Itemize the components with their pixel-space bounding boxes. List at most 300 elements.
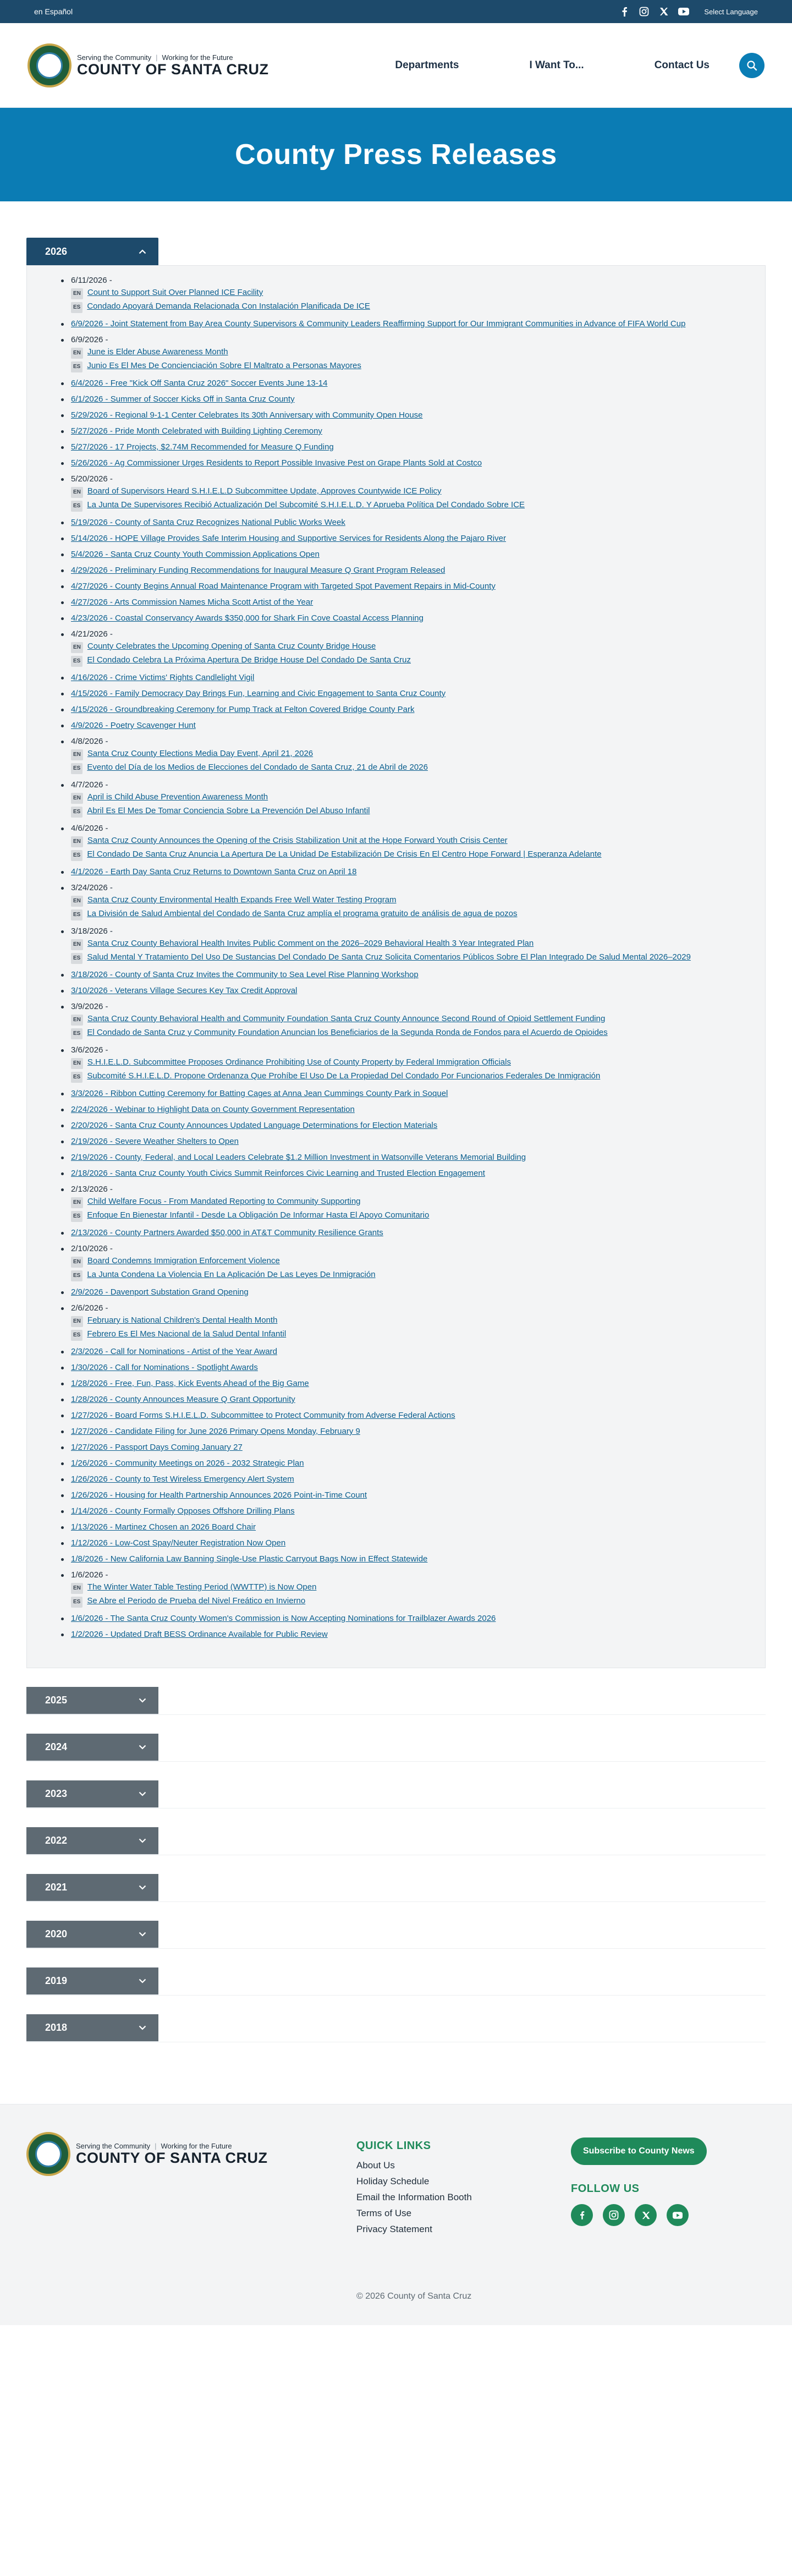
year-toggle-2019[interactable] (26, 1967, 158, 1995)
year-label: 2025 (45, 1695, 68, 1706)
press-release-date: 1/6/2026 - (71, 1570, 108, 1580)
press-release-date: 4/8/2026 - (71, 737, 108, 746)
press-release-en-row (71, 792, 744, 804)
year-row (26, 1855, 766, 1902)
press-release-item (61, 1363, 744, 1373)
footer-social (571, 2204, 707, 2226)
year-label: 2021 (45, 1882, 68, 1893)
press-release-date: 2/6/2026 - (71, 1303, 108, 1313)
language-badge-en: EN (71, 1058, 83, 1069)
press-release-link[interactable]: 5/19/2026 - County of Santa Cruz Recognizes National Public Works Week (71, 518, 345, 527)
quick-links (356, 2140, 472, 2240)
press-release-item (61, 458, 744, 468)
footer-link-privacy-statement[interactable]: Privacy Statement (356, 2224, 432, 2234)
year-label: 2018 (45, 2022, 68, 2033)
press-release-link-en[interactable]: Board Condemns Immigration Enforcement Violence (87, 1256, 280, 1265)
press-release-en-row (71, 642, 744, 653)
press-release-link[interactable]: 3/3/2026 - Ribbon Cutting Ceremony for Batting Cages at Anna Jean Cummings County Park in Soquel (71, 1089, 448, 1098)
press-release-item (61, 426, 744, 436)
press-release-link[interactable]: 3/10/2026 - Veterans Village Secures Key Tax Credit Approval (71, 986, 298, 995)
county-seal-icon (26, 2132, 70, 2176)
press-release-link-en[interactable]: The Winter Water Table Testing Period (WWTTP) is Now Open (87, 1582, 317, 1592)
press-release-item (61, 319, 744, 329)
language-badge-en: EN (71, 939, 83, 950)
chevron-down-icon (139, 1885, 146, 1890)
language-badge-es: ES (71, 1330, 82, 1341)
press-release-link[interactable]: 1/28/2026 - Free, Fun, Pass, Kick Events Ahead of the Big Game (71, 1379, 309, 1388)
press-release-item (61, 1045, 744, 1083)
press-release-link[interactable]: 1/26/2026 - County to Test Wireless Emergency Alert System (71, 1475, 294, 1484)
press-release-link[interactable]: 1/13/2026 - Martinez Chosen an 2026 Board Chair (71, 1522, 256, 1532)
press-release-link-en[interactable]: Santa Cruz County Announces the Opening of the Crisis Stabilization Unit at the Hope Forward Youth Crisis Center (87, 836, 508, 845)
year-label: 2019 (45, 1975, 68, 1986)
press-release-item (61, 1459, 744, 1468)
press-release-en-row (71, 836, 744, 847)
press-release-es-row (71, 1596, 744, 1608)
press-release-item (61, 824, 744, 861)
press-release-link[interactable]: 6/1/2026 - Summer of Soccer Kicks Off in Santa Cruz County (71, 394, 295, 404)
press-release-link[interactable]: 6/9/2026 - Joint Statement from Bay Area County Supervisors & Community Leaders Reaffirming Support for Our Immigrant Communities in Advance of FIFA World Cup (71, 319, 686, 328)
footer-link-holiday-schedule[interactable]: Holiday Schedule (356, 2176, 430, 2186)
press-release-link-en[interactable]: Santa Cruz County Behavioral Health Invites Public Comment on the 2026–2029 Behavioral Health 3 Year Integrated Plan (87, 939, 534, 948)
nav-i-want-to[interactable]: I Want To... (529, 59, 584, 71)
press-release-link[interactable]: 2/19/2026 - Severe Weather Shelters to Open (71, 1137, 239, 1146)
year-row (26, 1808, 766, 1855)
press-release-date: 3/18/2026 - (71, 927, 113, 936)
press-release-link[interactable]: 4/27/2026 - Arts Commission Names Micha Scott Artist of the Year (71, 598, 314, 607)
press-release-link-en[interactable]: April is Child Abuse Prevention Awareness Month (87, 792, 268, 802)
tagline-left: Serving the Community (77, 53, 152, 62)
press-release-link-en[interactable]: June is Elder Abuse Awareness Month (87, 347, 228, 357)
press-release-item (61, 1538, 744, 1548)
language-badge-en: EN (71, 348, 83, 359)
press-release-link[interactable]: 5/4/2026 - Santa Cruz County Youth Commission Applications Open (71, 550, 320, 559)
press-release-link[interactable]: 4/15/2026 - Family Democracy Day Brings Fun, Learning and Civic Engagement to Santa Cruz County (71, 689, 446, 698)
site-footer (0, 2104, 792, 2325)
press-release-item (61, 1411, 744, 1421)
language-badge-es: ES (71, 1270, 82, 1281)
page-title: County Press Releases (235, 139, 557, 171)
press-release-item (61, 737, 744, 774)
press-release-en-row (71, 1014, 744, 1026)
language-badge-en: EN (71, 1316, 83, 1327)
press-release-item (61, 1570, 744, 1608)
press-release-item (61, 534, 744, 544)
press-release-item (61, 1614, 744, 1624)
press-release-link-en[interactable]: Santa Cruz County Elections Media Day Event, April 21, 2026 (87, 749, 314, 758)
x-twitter-icon[interactable] (658, 6, 670, 18)
logo-text (76, 2142, 268, 2166)
press-release-link[interactable]: 4/29/2026 - Preliminary Funding Recommendations for Inaugural Measure Q Grant Program Released (71, 566, 446, 575)
language-badge-es: ES (71, 361, 82, 372)
press-release-item (61, 1490, 744, 1500)
press-release-en-row (71, 1316, 744, 1327)
press-release-item (61, 1303, 744, 1341)
press-release-item (61, 867, 744, 877)
footer-right (571, 2137, 707, 2226)
press-release-link-es[interactable]: Febrero Es El Mes Nacional de la Salud Dental Infantil (87, 1329, 287, 1339)
press-release-date: 3/6/2026 - (71, 1045, 108, 1055)
press-release-link[interactable]: 1/8/2026 - New California Law Banning Single-Use Plastic Carryout Bags Now in Effect Statewide (71, 1554, 428, 1564)
language-badge-es: ES (71, 1597, 82, 1608)
press-release-link[interactable]: 5/26/2026 - Ag Commissioner Urges Residents to Report Possible Invasive Pest on Grape Plants Sold at Costco (71, 458, 482, 468)
year-toggle-2026[interactable] (26, 238, 158, 265)
press-release-link[interactable]: 1/27/2026 - Candidate Filing for June 2026 Primary Opens Monday, February 9 (71, 1427, 360, 1436)
language-badge-es: ES (71, 1211, 82, 1222)
language-badge-es: ES (71, 763, 82, 774)
press-release-item (61, 1554, 744, 1564)
year-row (26, 1715, 766, 1762)
press-release-date: 2/13/2026 - (71, 1185, 113, 1194)
press-release-link-es[interactable]: La Junta Condena La Violencia En La Aplicación De Las Leyes De Inmigración (87, 1270, 376, 1279)
press-release-item (61, 1427, 744, 1437)
press-release-item (61, 1395, 744, 1405)
press-release-date: 4/21/2026 - (71, 629, 113, 639)
press-release-link[interactable]: 1/27/2026 - Passport Days Coming January 27 (71, 1443, 243, 1452)
year-panel-2026 (26, 265, 766, 1668)
language-badge-es: ES (71, 807, 82, 818)
press-release-link[interactable]: 2/3/2026 - Call for Nominations - Artist of the Year Award (71, 1347, 277, 1356)
press-release-item (61, 927, 744, 964)
press-release-link-en[interactable]: Board of Supervisors Heard S.H.I.E.L.D Subcommittee Update, Approves Countywide ICE Policy (87, 486, 442, 496)
x-twitter-icon[interactable] (635, 2204, 657, 2226)
logo-tagline (76, 2142, 268, 2150)
press-release-item (61, 410, 744, 420)
press-release-link[interactable]: 2/9/2026 - Davenport Substation Grand Opening (71, 1287, 249, 1297)
press-release-item (61, 1089, 744, 1099)
press-release-link[interactable]: 1/28/2026 - County Announces Measure Q Grant Opportunity (71, 1395, 295, 1404)
quick-links-heading: QUICK LINKS (356, 2140, 431, 2152)
year-label: 2024 (45, 1741, 68, 1752)
press-release-link[interactable]: 2/20/2026 - Santa Cruz County Announces Updated Language Determinations for Election Materials (71, 1121, 438, 1130)
press-release-link-en[interactable]: February is National Children's Dental Health Month (87, 1316, 278, 1325)
year-label: 2026 (45, 245, 68, 257)
language-badge-en: EN (71, 793, 83, 804)
press-release-item (61, 613, 744, 623)
year-toggle-2024[interactable] (26, 1734, 158, 1761)
press-release-item (61, 518, 744, 528)
press-release-es-row (71, 361, 744, 372)
press-release-es-row (71, 952, 744, 964)
press-release-item (61, 1443, 744, 1453)
press-release-item (61, 721, 744, 731)
instagram-icon[interactable] (603, 2204, 625, 2226)
language-badge-es: ES (71, 909, 82, 920)
press-release-es-row (71, 909, 744, 920)
press-release-link-en[interactable]: Santa Cruz County Behavioral Health and Community Foundation Santa Cruz County Announce Second Round of Opioid Settlement Funding (87, 1014, 606, 1023)
press-release-link-en[interactable]: County Celebrates the Upcoming Opening of Santa Cruz County Bridge House (87, 642, 376, 651)
press-release-item (61, 1169, 744, 1179)
press-release-es-row (71, 1329, 744, 1341)
utility-right (618, 6, 758, 18)
logo-text (77, 53, 269, 77)
press-release-es-row (71, 849, 744, 861)
press-release-item (61, 1475, 744, 1484)
press-release-item (61, 1137, 744, 1147)
footer-logo[interactable] (26, 2132, 268, 2176)
press-release-item (61, 883, 744, 920)
press-release-item (61, 986, 744, 996)
language-badge-es: ES (71, 1072, 82, 1083)
press-release-es-row (71, 806, 744, 818)
press-release-link-es[interactable]: La Junta De Supervisores Recibió Actualización Del Subcomité S.H.I.E.L.D. Y Aprueba Política Del Condado Sobre ICE (87, 500, 525, 509)
press-release-link[interactable]: 3/18/2026 - County of Santa Cruz Invites the Community to Sea Level Rise Planning Workshop (71, 970, 419, 979)
press-release-item (61, 550, 744, 560)
press-release-item (61, 1121, 744, 1131)
language-badge-en: EN (71, 1197, 83, 1208)
press-release-link-en[interactable]: Santa Cruz County Environmental Health Expands Free Well Water Testing Program (87, 895, 397, 905)
county-logo[interactable] (28, 43, 269, 87)
chevron-down-icon (139, 1745, 146, 1750)
year-label: 2020 (45, 1928, 68, 1939)
press-release-en-row (71, 486, 744, 498)
chevron-down-icon (139, 1698, 146, 1703)
footer-link-about-us[interactable]: About Us (356, 2160, 395, 2171)
press-release-item (61, 394, 744, 404)
press-release-es-row (71, 1028, 744, 1039)
facebook-icon[interactable] (618, 6, 630, 18)
press-release-link-es[interactable]: Subcomité S.H.I.E.L.D. Propone Ordenanza Que Prohíbe El Uso De La Propiedad Del Condado Por Funcionarios Federales De Inmigración (87, 1071, 601, 1081)
press-release-item (61, 629, 744, 667)
press-release-link-es[interactable]: Condado Apoyará Demanda Relacionada Con Instalación Planificada De ICE (87, 302, 370, 311)
press-release-es-row (71, 302, 744, 313)
county-seal-icon (28, 43, 72, 87)
press-release-link[interactable]: 2/13/2026 - County Partners Awarded $50,000 in AT&T Community Resilience Grants (71, 1228, 383, 1237)
tagline-right: Working for the Future (161, 2142, 232, 2151)
press-release-en-row (71, 1197, 744, 1208)
year-row (26, 1949, 766, 1996)
facebook-icon[interactable] (571, 2204, 593, 2226)
press-release-en-row (71, 1256, 744, 1268)
press-release-link[interactable]: 1/26/2026 - Community Meetings on 2026 - 2032 Strategic Plan (71, 1459, 304, 1468)
press-release-link[interactable]: 1/27/2026 - Board Forms S.H.I.E.L.D. Subcommittee to Protect Community from Adverse Federal Actions (71, 1411, 455, 1420)
press-release-item (61, 379, 744, 388)
press-release-en-row (71, 288, 744, 299)
press-release-item (61, 582, 744, 591)
chevron-up-icon (139, 249, 146, 254)
main-nav (360, 53, 765, 78)
press-release-link-en[interactable]: Count to Support Suit Over Planned ICE Facility (87, 288, 263, 297)
press-release-link[interactable]: 4/23/2026 - Coastal Conservancy Awards $350,000 for Shark Fin Cove Coastal Access Planning (71, 613, 424, 623)
press-release-link[interactable]: 5/27/2026 - Pride Month Celebrated with Building Lighting Ceremony (71, 426, 322, 436)
press-release-link[interactable]: 4/15/2026 - Groundbreaking Ceremony for Pump Track at Felton Covered Bridge County Park (71, 705, 415, 714)
footer-link-terms-of-use[interactable]: Terms of Use (356, 2208, 412, 2218)
year-toggle-2018[interactable] (26, 2014, 158, 2042)
logo-tagline (77, 53, 269, 62)
press-release-date: 6/9/2026 - (71, 335, 108, 344)
language-badge-es: ES (71, 656, 82, 667)
year-row (26, 1668, 766, 1715)
year-toggle-2021[interactable] (26, 1874, 158, 1901)
press-release-date: 3/9/2026 - (71, 1002, 108, 1011)
language-badge-es: ES (71, 302, 82, 313)
press-release-item (61, 1506, 744, 1516)
year-row (26, 1902, 766, 1949)
chevron-down-icon (139, 1838, 146, 1843)
language-badge-en: EN (71, 836, 83, 847)
press-release-link-es[interactable]: Evento del Día de los Medios de Elecciones del Condado de Santa Cruz, 21 de Abril de 2026 (87, 763, 428, 772)
press-release-link[interactable]: 1/12/2026 - Low-Cost Spay/Neuter Registration Now Open (71, 1538, 286, 1548)
press-release-date: 4/6/2026 - (71, 824, 108, 833)
press-release-item (61, 1630, 744, 1640)
press-release-link[interactable]: 4/9/2026 - Poetry Scavenger Hunt (71, 721, 196, 730)
press-release-date: 5/20/2026 - (71, 474, 113, 484)
press-release-link[interactable]: 5/27/2026 - 17 Projects, $2.74M Recommended for Measure Q Funding (71, 442, 334, 452)
press-release-list (61, 276, 744, 1640)
press-release-link[interactable]: 1/2/2026 - Updated Draft BESS Ordinance Available for Public Review (71, 1630, 328, 1639)
press-release-item (61, 1379, 744, 1389)
press-release-item (61, 276, 744, 313)
youtube-icon[interactable] (678, 6, 690, 18)
year-row (26, 1762, 766, 1808)
press-release-item (61, 1105, 744, 1115)
year-toggle-2022[interactable] (26, 1827, 158, 1855)
language-badge-en: EN (71, 749, 83, 760)
press-release-item (61, 1287, 744, 1297)
chevron-down-icon (139, 2025, 146, 2030)
press-release-en-row (71, 895, 744, 907)
press-release-item (61, 1347, 744, 1357)
tagline-right: Working for the Future (162, 53, 233, 62)
language-badge-en: EN (71, 288, 83, 299)
press-release-item (61, 1244, 744, 1281)
social-mini (618, 6, 690, 18)
copyright: © 2026 County of Santa Cruz (356, 2292, 472, 2301)
press-release-link[interactable]: 6/4/2026 - Free "Kick Off Santa Cruz 2026" Soccer Events June 13-14 (71, 379, 328, 388)
follow-us-heading: FOLLOW US (571, 2183, 640, 2195)
press-release-item (61, 1002, 744, 1039)
press-release-link[interactable]: 1/30/2026 - Call for Nominations - Spotlight Awards (71, 1363, 258, 1372)
tagline-left: Serving the Community (76, 2142, 151, 2151)
press-release-link-es[interactable]: Abril Es El Mes De Tomar Conciencia Sobre La Prevención Del Abuso Infantil (87, 806, 370, 815)
year-toggle-2023[interactable] (26, 1780, 158, 1808)
press-release-item (61, 598, 744, 607)
press-release-link-es[interactable]: La División de Salud Ambiental del Condado de Santa Cruz amplía el programa gratuito de análisis de agua de pozos (87, 909, 518, 918)
press-release-es-row (71, 1071, 744, 1083)
press-release-link-es[interactable]: Se Abre el Periodo de Prueba del Nivel Freático en Invierno (87, 1596, 306, 1605)
press-release-item (61, 1153, 744, 1163)
nav-contact-us[interactable]: Contact Us (654, 59, 710, 71)
tagline-separator: | (156, 53, 158, 62)
county-name: COUNTY OF SANTA CRUZ (77, 61, 269, 78)
press-release-link-es[interactable]: El Condado de Santa Cruz y Community Foundation Anuncian los Beneficiarios de la Segunda Ronda de Fondos para el Acuerdo de Opioides (87, 1028, 608, 1037)
language-badge-en: EN (71, 642, 83, 653)
site-header (0, 23, 792, 108)
collapsed-years (26, 1668, 766, 2104)
press-release-date: 4/7/2026 - (71, 780, 108, 790)
press-release-link-en[interactable]: Child Welfare Focus - From Mandated Reporting to Community Supporting (87, 1197, 361, 1206)
subscribe-button[interactable]: Subscribe to County News (571, 2137, 707, 2165)
press-release-link[interactable]: 5/14/2026 - HOPE Village Provides Safe Interim Housing and Supportive Services for Residents Along the Pajaro River (71, 534, 506, 543)
press-release-item (61, 705, 744, 715)
select-language[interactable]: Select Language (704, 7, 758, 16)
press-release-en-row (71, 1057, 744, 1069)
press-release-link-es[interactable]: Enfoque En Bienestar Infantil - Desde La Obligación De Informar Hasta El Apoyo Comunitario (87, 1210, 430, 1220)
press-release-en-row (71, 939, 744, 950)
search-icon (746, 60, 757, 71)
press-release-es-row (71, 1270, 744, 1281)
press-release-link-es[interactable]: Salud Mental Y Tratamiento Del Uso De Sustancias Del Condado De Santa Cruz Solicita Comentarios Públicos Sobre El Plan Integrado De Salud Mental 2026–2029 (87, 952, 691, 962)
press-release-date: 6/11/2026 - (71, 276, 112, 285)
language-badge-en: EN (71, 1583, 83, 1594)
press-release-link-es[interactable]: El Condado De Santa Cruz Anuncia La Apertura De La Unidad De Estabilización De Crisis En El Centro Hope Forward | Esperanza Adelante (87, 849, 602, 859)
press-release-item (61, 1522, 744, 1532)
press-release-en-row (71, 347, 744, 359)
press-release-es-row (71, 1210, 744, 1222)
year-toggle-2020[interactable] (26, 1921, 158, 1948)
utility-bar (0, 0, 792, 23)
year-label: 2023 (45, 1788, 68, 1799)
year-label: 2022 (45, 1835, 68, 1846)
language-badge-es: ES (71, 850, 82, 861)
chevron-down-icon (139, 1932, 146, 1937)
press-release-link[interactable]: 2/19/2026 - County, Federal, and Local Leaders Celebrate $1.2 Million Investment in Watsonville Veterans Memorial Building (71, 1153, 526, 1162)
press-release-es-row (71, 500, 744, 512)
instagram-icon[interactable] (638, 6, 650, 18)
press-release-en-row (71, 1582, 744, 1594)
press-release-item (61, 970, 744, 980)
press-release-link-es[interactable]: El Condado Celebra La Próxima Apertura De Bridge House Del Condado De Santa Cruz (87, 655, 411, 665)
press-release-link[interactable]: 5/29/2026 - Regional 9-1-1 Center Celebrates Its 30th Anniversary with Community Open House (71, 410, 423, 420)
language-badge-es: ES (71, 1028, 82, 1039)
press-release-link[interactable]: 1/26/2026 - Housing for Health Partnership Announces 2026 Point-in-Time Count (71, 1490, 367, 1500)
search-button[interactable] (739, 53, 765, 78)
language-badge-en: EN (71, 1015, 83, 1026)
press-release-item (61, 566, 744, 576)
language-badge-es: ES (71, 501, 82, 512)
press-release-item (61, 335, 744, 372)
main-content (0, 201, 792, 2104)
language-badge-es: ES (71, 953, 82, 964)
language-badge-en: EN (71, 896, 83, 907)
press-release-es-row (71, 655, 744, 667)
page-hero (0, 108, 792, 201)
press-release-en-row (71, 749, 744, 760)
spanish-language-link[interactable]: en Español (34, 7, 73, 16)
youtube-icon[interactable] (667, 2204, 689, 2226)
press-release-date: 2/10/2026 - (71, 1244, 113, 1253)
press-release-link[interactable]: 2/18/2026 - Santa Cruz County Youth Civics Summit Reinforces Civic Learning and Trusted Election Engagement (71, 1169, 485, 1178)
press-release-link-es[interactable]: Junio Es El Mes De Concienciación Sobre El Maltrato a Personas Mayores (87, 361, 361, 370)
language-badge-en: EN (71, 487, 83, 498)
press-release-item (61, 1228, 744, 1238)
press-release-link[interactable]: 4/1/2026 - Earth Day Santa Cruz Returns to Downtown Santa Cruz on April 18 (71, 867, 357, 876)
tagline-separator: | (155, 2142, 157, 2151)
press-release-link[interactable]: 1/14/2026 - County Formally Opposes Offshore Drilling Plans (71, 1506, 295, 1516)
language-badge-en: EN (71, 1257, 83, 1268)
press-release-item (61, 780, 744, 818)
county-name: COUNTY OF SANTA CRUZ (76, 2150, 268, 2167)
press-release-link[interactable]: 4/16/2026 - Crime Victims' Rights Candlelight Vigil (71, 673, 255, 682)
press-release-date: 3/24/2026 - (71, 883, 113, 892)
press-release-item (61, 673, 744, 683)
footer-link-email-information-booth[interactable]: Email the Information Booth (356, 2192, 472, 2202)
press-release-link[interactable]: 4/27/2026 - County Begins Annual Road Maintenance Program with Targeted Spot Pavement Repairs in Mid-County (71, 582, 496, 591)
press-release-link-en[interactable]: S.H.I.E.L.D. Subcommittee Proposes Ordinance Prohibiting Use of County Property by Federal Immigration Officials (87, 1057, 511, 1067)
press-release-item (61, 1185, 744, 1222)
press-release-item (61, 442, 744, 452)
year-row (26, 1996, 766, 2042)
year-toggle-2025[interactable] (26, 1687, 158, 1714)
press-release-link[interactable]: 2/24/2026 - Webinar to Highlight Data on County Government Representation (71, 1105, 355, 1114)
nav-departments[interactable]: Departments (395, 59, 459, 71)
press-release-item (61, 689, 744, 699)
chevron-down-icon (139, 1978, 146, 1983)
press-release-link[interactable]: 1/6/2026 - The Santa Cruz County Women's Commission is Now Accepting Nominations for Trailblazer Awards 2026 (71, 1614, 496, 1623)
press-release-item (61, 474, 744, 512)
chevron-down-icon (139, 1791, 146, 1796)
press-release-es-row (71, 763, 744, 774)
